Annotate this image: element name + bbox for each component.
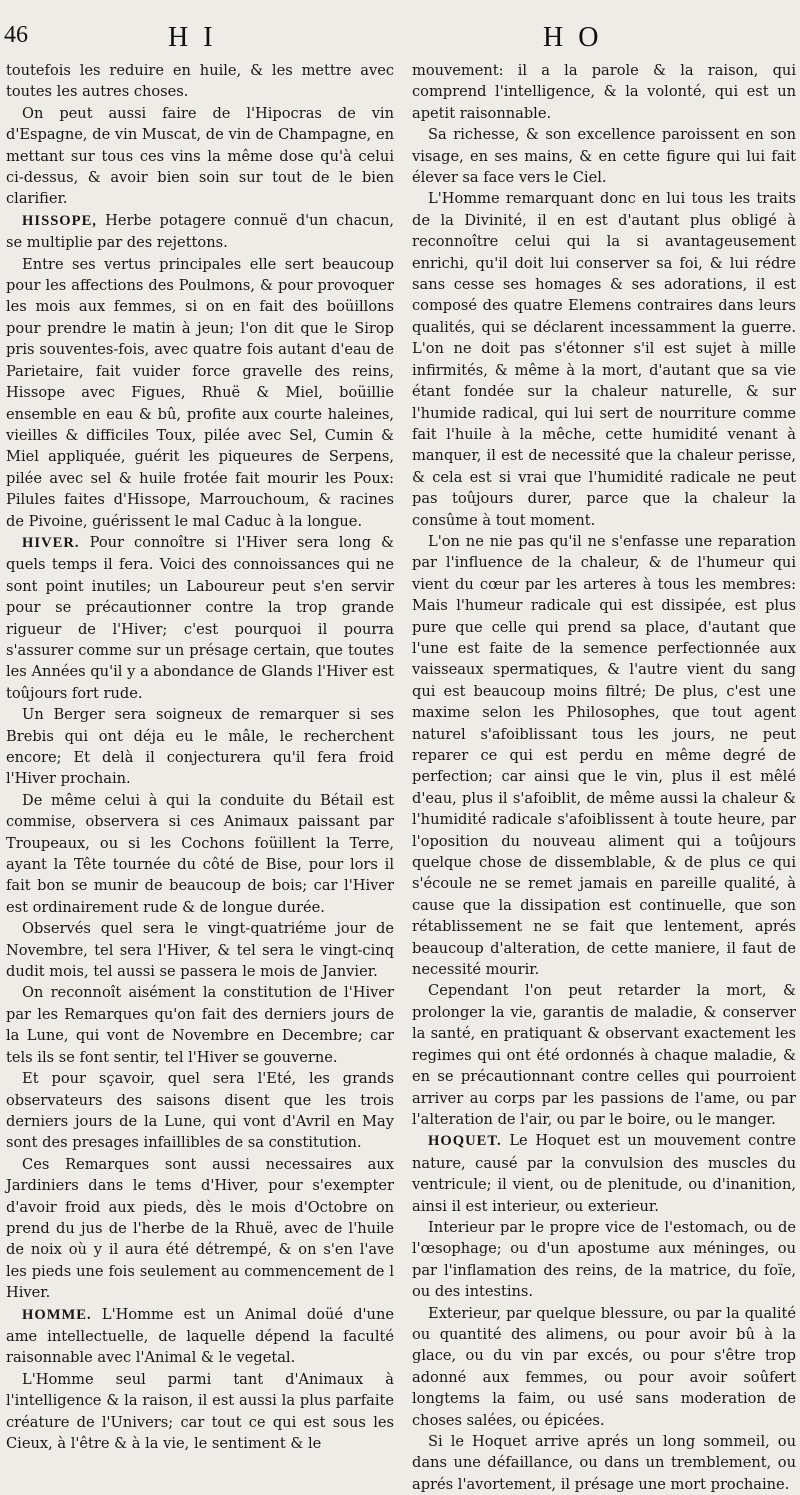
paragraph-text: Entre ses vertus principales elle sert beaucoup pour les affections des Poulmons, & pour provoquer les mois aux femmes, si on en fait des boüillons pour prendre le matin à jeun; l'on dit que le Sirop pris souventes-fois, avec quatre fois autant d'eau de Parietaire, fait vuider force gravelle des reins, Hissope avec Figues, Rhuë & Miel, boüillie ensemble en eau & bû, profite aux courte haleines, vieilles & difficiles Toux, pilée avec Sel, Cumin & Miel appliquée, guérit les piqueures de Serpens, pilée avec sel & huile frotée fait mourir les Poux: Pilules faites d'Hissope, Marrouchoum, & racines de Pivoine, guérissent le mal Caduc à la longue. — [6, 255, 394, 530]
paragraph — [412, 1217, 796, 1303]
entry-headword: HOQUET. — [428, 1133, 502, 1150]
entry-headword: HOMME. — [22, 1306, 92, 1323]
paragraph — [412, 1431, 796, 1495]
paragraph-text: Et pour sçavoir, quel sera l'Eté, les grands observateurs des saisons disent que les trois derniers jours de la Lune, qui vont d'Avril en May sont des presages infaillibles de sa constitution. — [6, 1070, 394, 1152]
paragraph-text: L'Homme remarquant donc en lui tous les traits de la Divinité, il en est d'autant plus obligé à reconnoître celui qui la si avantageusement enrichi, qu'il doit lui conserver sa foi, & lui rédre sans cesse ses homages & ses adorations, il est composé des quatre Elemens contraires dans leurs qualités, qui se déclarent incessamment la guerre. L'on ne doit pas s'étonner s'il est sujet à mille infirmités, & même à la mort, d'autant que sa vie étant fondée sur la chaleur naturelle, & sur l'humide radical, qui lui sert de nourriture comme fait l'huile à la mêche, cette humidité venant à manquer, il est de necessité que la chaleur perisse, & cela est si vrai que l'humidité radicale ne peut pas toûjours durer, parce que la chaleur la consûme à tout moment. — [412, 190, 796, 529]
paragraph — [6, 918, 394, 982]
paragraph-text: On reconnoît aisément la constitution de l'Hiver par les Remarques qu'on fait des derniers jours de la Lune, qui vont de Novembre en Decembre; car tels ils se font sentir, tel l'Hiver se gouverne. — [6, 984, 394, 1066]
paragraph-text: mouvement: il a la parole & la raison, qui comprend l'intelligence, & la volonté, qui est un apetit raisonnable. — [412, 62, 796, 122]
paragraph-text: Herbe potagere connuë d'un chacun, se multiplie par des rejettons. — [6, 211, 394, 252]
paragraph — [6, 254, 394, 532]
paragraph — [6, 1304, 394, 1369]
paragraph — [6, 1369, 394, 1455]
paragraph-text: Pour connoître si l'Hiver sera long & quels temps il fera. Voici des connoissances qui ne sont point inutiles; un Laboureur peut s'en servir pour se précautionner contre la trop grande rigueur de l'Hiver; c'est pourquoi il pourra s'assurer comme sur un présage certain, que toutes les Années qu'il y a abondance de Glands l'Hiver est toûjours fort rude. — [6, 533, 394, 702]
paragraph-text: L'Homme est un Animal doüé d'une ame intellectuelle, de laquelle dépend la faculté raisonnable avec l'Animal & le vegetal. — [6, 1305, 394, 1367]
paragraph-text: L'Homme seul parmi tant d'Animaux à l'intelligence & la raison, il est aussi la plus parfaite créature de l'Univers; car tout ce qui est sous les Cieux, à l'être & à la vie, le sentiment & le — [6, 1370, 394, 1452]
paragraph-text: Un Berger sera soigneux de remarquer si ses Brebis qui ont déja eu le mâle, le recherchent encore; Et delà il conjecturera qu'il fera froid l'Hiver prochain. — [6, 706, 394, 788]
paragraph-text: Exterieur, par quelque blessure, ou par la qualité ou quantité des alimens, ou pour avoir bû à la glace, ou du vin par excés, ou pour s'être trop adonné aux femmes, ou pour avoir soûfert longtems la faim, ou usé sans moderation de choses salées, ou épicées. — [412, 1304, 796, 1429]
paragraph-text: Sa richesse, & son excellence paroissent en son visage, en ses mains, & en cette figure qui lui fait élever sa face vers le Ciel. — [412, 126, 796, 187]
paragraph — [6, 532, 394, 704]
paragraph — [6, 103, 394, 210]
entry-headword: HIVER. — [22, 534, 80, 551]
paragraph-text: L'on ne nie pas qu'il ne s'enfasse une reparation par l'influence de la chaleur, & de l'humeur qui vient du cœur par les arteres à tous les membres: Mais l'humeur radicale qui est dissipée, est plus pure que celle qui prend sa place, d'autant que l'une est faite de la semence perfectionnée aux vaisseaux spermatiques, & l'autre vient du sang qui est beaucoup moins filtré; De plus, c'est une maxime selon les Philosophes, que tout agent naturel s'afoiblissant tous les jours, ne peut reparer ce qui est perdu en même degré de perfection; car ainsi que le vin, plus il est mêlé d'eau, plus il s'afoiblit, de même aussi la chaleur & l'humidité radicale s'afoiblissent à toute heure, par l'oposition du nouveau aliment qui a toûjours quelque chose de dissemblable, & de plus ce qui s'écoule ne se remet jamais en pareille qualité, à cause que la dissipation est continuelle, que son rétablissement ne se fait que lentement, aprés beaucoup d'alteration, de cette maniere, il faut de necessité mourir. — [412, 532, 796, 979]
paragraph-text: Interieur par le propre vice de l'estomach, ou de l'œsophage; ou d'un apostume aux méninges, ou par l'inflamation des reins, de la matrice, du foïe, ou des intestins. — [412, 1218, 796, 1301]
paragraph — [412, 60, 796, 124]
paragraph — [6, 60, 394, 103]
paragraph — [412, 1130, 796, 1217]
paragraph-text: Ces Remarques sont aussi necessaires aux Jardiniers dans le tems d'Hiver, pour s'exempter d'avoir froid aux pieds, dès le mois d'Octobre on prend du jus de l'herbe de la Rhuë, avec de l'huile de noix où y il aura été détrempé, & on s'en l'ave les pieds une fois seulement au commencement de l Hiver. — [6, 1155, 394, 1302]
paragraph — [6, 982, 394, 1068]
paragraph-text: Observés quel sera le vingt-quatriéme jour de Novembre, tel sera l'Hiver, & tel sera le vingt-cinq dudit mois, tel aussi se passera le mois de Janvier. — [6, 920, 394, 981]
paragraph-text: Cependant l'on peut retarder la mort, & prolonger la vie, garantis de maladie, & conserver la santé, en pratiquant & observant exactement les regimes qui ont été ordonnés à chaque maladie, & en se précautionnant contre celles qui pourroient arriver au corps par les passions de l'ame, ou par l'alteration de l'air, ou par le boire, ou le manger. — [412, 982, 796, 1128]
right-guide-letters: H O — [543, 22, 603, 53]
paragraph — [412, 124, 796, 188]
running-header — [0, 22, 800, 56]
paragraph-text: Le Hoquet est un mouvement contre nature, causé par la convulsion des muscles du ventricule; il vient, ou de plenitude, ou d'inanition, ainsi il est interieur, ou exterieur. — [412, 1132, 796, 1215]
paragraph — [6, 1154, 394, 1304]
page-number: 46 — [4, 22, 28, 48]
paragraph — [412, 188, 796, 531]
paragraph — [6, 704, 394, 790]
paragraph-text: Si le Hoquet arrive aprés un long sommeil, ou dans une défaillance, ou dans un tremblement, ou aprés l'avortement, il présage une mort prochaine. — [412, 1433, 796, 1493]
paragraph — [6, 210, 394, 254]
left-column — [6, 60, 394, 1470]
left-guide-letters: H I — [168, 22, 217, 53]
paragraph-text: toutefois les reduire en huile, & les mettre avec toutes les autres choses. — [6, 62, 394, 101]
paragraph-text: De même celui à qui la conduite du Bétail est commise, observera si ces Animaux paissant par Troupeaux, ou si les Cochons foüillent la Terre, ayant la Tête tournée du côté de Bise, pour lors il fait bon se munir de beaucoup de bois; car l'Hiver est ordinairement rude & de longue durée. — [6, 791, 394, 916]
paragraph — [412, 531, 796, 981]
paragraph — [6, 1068, 394, 1154]
paragraph — [412, 1303, 796, 1431]
paragraph-text: On peut aussi faire de l'Hipocras de vin d'Espagne, de vin Muscat, de vin de Champagne, en mettant sur tous ces vins la même dose qu'à celui ci-dessus, & avoir bien soin sur tout de le bien clarifier. — [6, 104, 394, 208]
paragraph — [412, 980, 796, 1130]
entry-headword: HISSOPE, — [22, 212, 97, 229]
right-column — [412, 60, 796, 1493]
paragraph — [6, 790, 394, 918]
